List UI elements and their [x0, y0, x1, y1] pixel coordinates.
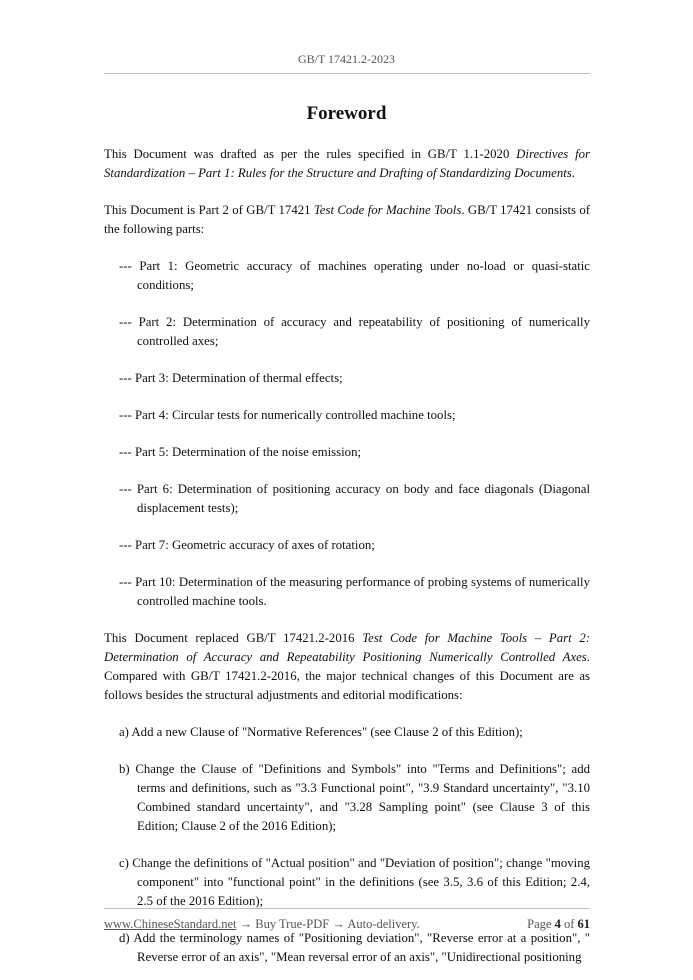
of-word: of — [563, 917, 575, 931]
change-item: b) Change the Clause of "Definitions and Symbols" into "Terms and Definitions"; add terms and definitions, such as "3.3 Functional point", "3.9 Standard uncertainty", "3.10 Combined standard uncertainty", and "3.28 Sampling point" (see Clause 3 of this Edition; Clause 2 of the 2016 Edition); — [119, 762, 590, 833]
site-link[interactable]: www.ChineseStandard.net — [104, 917, 237, 931]
page-counter — [527, 915, 590, 933]
change-item: a) Add a new Clause of "Normative References" (see Clause 2 of this Edition); — [119, 725, 523, 739]
text-run: . Compared with GB/T 17421.2-2016, the major technical changes of this Document are as follows besides the structural adjustments and editorial modifications: — [104, 650, 590, 702]
paragraph-drafting-rules — [104, 145, 590, 183]
change-item: c) Change the definitions of "Actual position" and "Deviation of position"; change "moving component" into "functional point" in the definitions (see 3.5, 3.6 of this Edition; 2.4, 2.5 of the 2016 Edition); — [119, 856, 590, 908]
paragraph-parts-intro — [104, 201, 590, 239]
buy-text: Buy True-PDF — [255, 917, 330, 931]
part-item: --- Part 5: Determination of the noise emission; — [119, 445, 362, 459]
part-item: --- Part 4: Circular tests for numerically controlled machine tools; — [119, 408, 456, 422]
footer-promo — [104, 915, 420, 933]
text-run: This Document replaced GB/T 17421.2-2016 — [104, 631, 363, 645]
italic-reference: Test Code for Machine Tools – Part 2: Determination of Accuracy and Repeatability Positioning Numerically Controlled Axes — [104, 631, 590, 664]
part-item: --- Part 6: Determination of positioning accuracy on body and face diagonals (Diagonal displacement tests); — [119, 482, 590, 515]
text-run: This Document is Part 2 of GB/T 17421 — [104, 203, 314, 217]
part-item: --- Part 1: Geometric accuracy of machines operating under no-load or quasi-static conditions; — [119, 259, 590, 292]
part-item: --- Part 3: Determination of thermal effects; — [119, 371, 343, 385]
footer-divider — [104, 908, 590, 909]
text-run: . GB/T 17421 consists of the following parts: — [104, 203, 590, 236]
text-run: This Document was drafted as per the rules specified in GB/T 1.1-2020 — [104, 147, 517, 161]
part-item: --- Part 7: Geometric accuracy of axes of rotation; — [119, 538, 375, 552]
part-item: --- Part 2: Determination of accuracy and repeatability of positioning of numerically controlled axes; — [119, 315, 590, 348]
part-item: --- Part 10: Determination of the measuring performance of probing systems of numerically controlled machine tools. — [119, 575, 590, 608]
italic-reference: Directives for Standardization – Part 1: Rules for the Structure and Drafting of Standardizing Documents — [104, 147, 590, 180]
paragraph-replacement — [104, 629, 590, 705]
header-divider — [104, 73, 590, 74]
running-header: GB/T 17421.2-2023 — [297, 52, 396, 66]
document-body — [104, 145, 590, 967]
page-word: Page — [527, 917, 552, 931]
change-item: d) Add the terminology names of "Positioning deviation", "Reverse error at a position", " Reverse error of an axis", "Mean reversal error of an axis", "Unidirectional positioning — [119, 931, 590, 964]
page-title: Foreword — [306, 103, 387, 124]
text-run: . — [571, 166, 575, 180]
italic-reference: Test Code for Machine Tools — [313, 203, 462, 217]
arrow-icon: → — [332, 917, 345, 931]
delivery-text: Auto-delivery. — [347, 917, 420, 931]
page-number: 4 — [554, 917, 561, 931]
arrow-icon: → — [239, 917, 253, 931]
page-total: 61 — [577, 917, 590, 931]
